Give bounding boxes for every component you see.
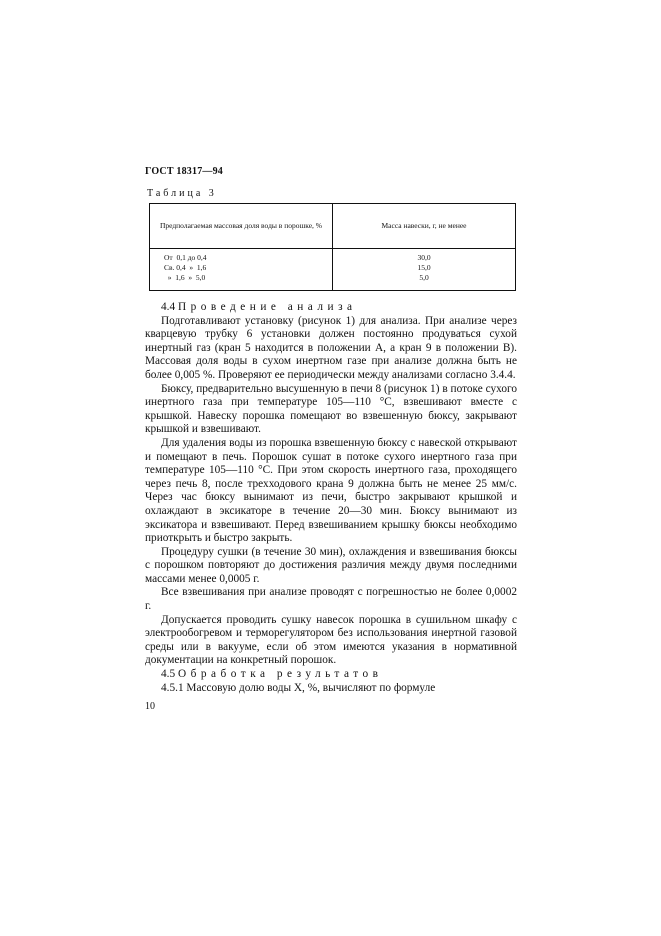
table-header-row — [150, 204, 516, 249]
mass-row-1: 30,0 — [417, 253, 431, 262]
body-text — [145, 301, 517, 695]
mass-cell — [333, 249, 516, 291]
section-4-4-heading: 4.4 Проведение анализа — [161, 301, 357, 313]
paragraph-4: Процедуру сушки (в течение 30 мин), охлаждения и взвешивания бюксы с порошком повторяют до достижения различия между двумя последними массами менее 0,0005 г. — [145, 545, 517, 585]
col-header-sample-mass: Масса навески, г, не менее — [333, 204, 516, 249]
table-body-row — [150, 249, 516, 291]
section-4-5-heading: 4.5 Обработка результатов — [161, 668, 383, 681]
paragraph-2: Бюксу, предварительно высушенную в печи 8 (рисунок 1) в потоке сухого инертного газа при температуре 105—110 °С, взвешивают вместе с крышкой. Навеску порошка помещают во взвешенную бюксу, закрывают крышкой и взвешивают. — [145, 382, 517, 436]
range-row-2: Св. 0,4 » 1,6 — [164, 263, 207, 272]
paragraph-1: Подготавливают установку (рисунок 1) для анализа. При анализе через кварцевую трубку 6 установки должен постоянно продуваться сухой инертный газ (кран 5 находится в положении А, а кран 9 в положении В). Массовая доля воды в сухом инертном газе при анализе должна быть не более 0,005 %. Проверяют ее периодически между анализами согласно 3.4.4. — [145, 314, 517, 381]
range-row-1: От 0,1 до 0,4 — [164, 253, 207, 262]
paragraph-3: Для удаления воды из порошка взвешенную бюксу с навеской открывают и помещают в печь. Порошок сушат в потоке сухого инертного газа при температуре 105—110 °С. При этом скорость инертного газа, проходящего через печь 8, после трехходового крана 9 должна быть не менее 25 мм/с. Через час бюксу вынимают из печи, быстро закрывают крышкой и охлаждают в эксикаторе в течение 20—30 мин. Бюксу вынимают из эксикатора и взвешивают. Перед взвешиванием крышку бюксы необходимо приоткрыть и быстро закрыть. — [145, 436, 517, 545]
mass-row-2: 15,0 — [417, 263, 431, 272]
subsection-4-5-1: 4.5.1 Массовую долю воды X, %, вычисляют по формуле — [161, 681, 436, 694]
col-header-water-fraction: Предполагаемая массовая доля воды в порошке, % — [150, 204, 333, 249]
page-number: 10 — [145, 701, 155, 712]
range-row-3: » 1,6 » 5,0 — [164, 273, 206, 282]
paragraph-5: Все взвешивания при анализе проводят с погрешностью не более 0,0002 г. — [145, 586, 517, 613]
table-caption: Таблица 3 — [147, 188, 217, 199]
document-header: ГОСТ 18317—94 — [145, 166, 224, 177]
range-cell — [150, 249, 333, 291]
mass-row-3: 5,0 — [419, 273, 429, 282]
mass-table — [149, 203, 516, 291]
paragraph-6: Допускается проводить сушку навесок порошка в сушильном шкафу с электрообогревом и терморегулятором без использования инертной газовой среды или в вакууме, если об этом имеются указания в нормативной документации на конкретный порошок. — [145, 613, 517, 667]
